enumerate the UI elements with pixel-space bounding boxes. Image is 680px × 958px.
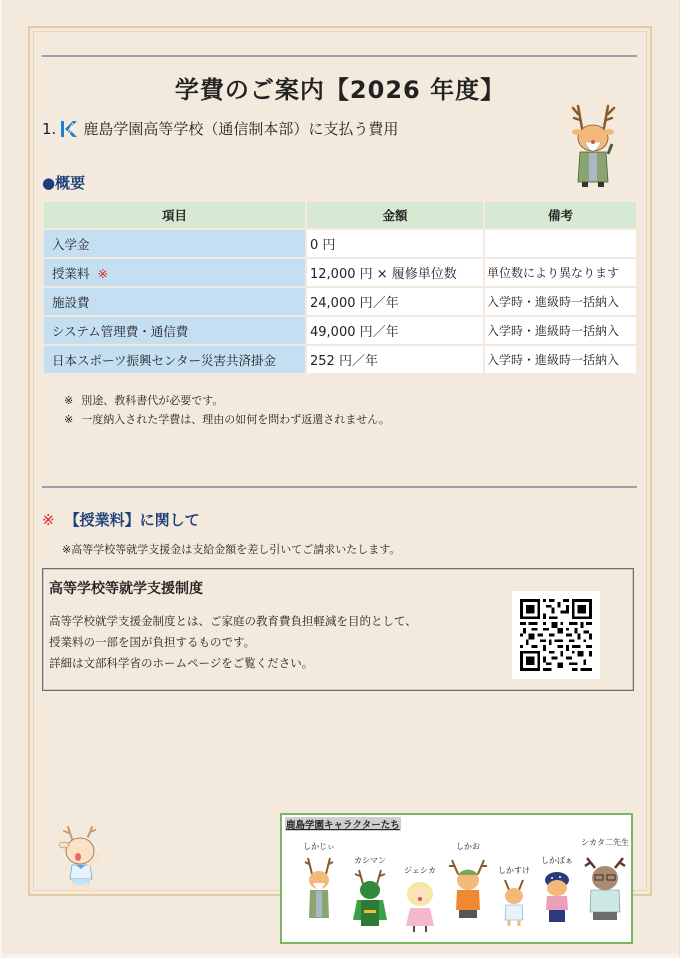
fee-table — [42, 200, 638, 375]
table-row — [44, 346, 636, 373]
character-shikasuke: しかすけ — [494, 865, 534, 930]
column-header-item: 項目 — [44, 202, 305, 228]
character-shikabaa: しかばぁ — [536, 855, 578, 928]
cell-note: 入学時・進級時一括納入 — [485, 346, 636, 373]
cell-item: 入学金 — [44, 230, 305, 257]
character-shikabaa-icon — [540, 868, 574, 928]
table-row — [44, 288, 636, 315]
character-jessica: ジェシカ — [398, 865, 442, 934]
character-kashiman-icon — [351, 868, 389, 930]
column-header-note: 備考 — [485, 202, 636, 228]
cell-item: 授業料 ※ — [44, 259, 305, 286]
cell-note: 入学時・進級時一括納入 — [485, 288, 636, 315]
character-shikajii-icon — [302, 854, 336, 926]
table-row — [44, 259, 636, 286]
character-kashiman: カシマン — [348, 855, 392, 930]
section-subtitle — [42, 118, 398, 139]
cell-item: システム管理費・通信費 — [44, 317, 305, 344]
character-shikao-icon — [448, 854, 488, 924]
table-header-row — [44, 202, 636, 228]
table-row — [44, 230, 636, 257]
support-system-box — [42, 568, 634, 691]
tuition-heading: ※ 【授業料】に関して — [42, 511, 200, 529]
character-shikatani-sensei-icon — [583, 850, 627, 926]
support-system-title: 高等学校等就学支援制度 — [49, 581, 203, 597]
subtitle-number: 1. — [42, 119, 57, 138]
deer-elder-mascot-icon — [568, 98, 620, 190]
tuition-note: ※高等学校等就学支援金は支給金額を差し引いてご請求いたします。 — [62, 543, 401, 556]
note-line: ※ 別途、教科書代が必要です。 — [64, 394, 224, 407]
top-divider — [42, 55, 637, 57]
middle-divider — [42, 486, 637, 488]
cell-note: 入学時・進級時一括納入 — [485, 317, 636, 344]
cell-amount: 0 円 — [307, 230, 483, 257]
school-logo-icon — [61, 121, 78, 137]
table-row — [44, 317, 636, 344]
page-title: 学費のご案内【2026 年度】 — [174, 76, 506, 104]
cell-amount: 12,000 円 × 履修単位数 — [307, 259, 483, 286]
character-shikasuke-icon — [499, 878, 529, 930]
character-shikajii: しかじぃ — [298, 841, 340, 926]
character-shikao: しかお — [446, 841, 490, 924]
overview-heading: ●概要 — [42, 174, 86, 192]
reference-mark: ※ — [42, 511, 55, 529]
support-system-description: 高等学校就学支援金制度とは、ご家庭の教育費負担軽減を目的として、 授業料の一部を国が負担するものです。 詳細は文部科学省のホームページをご覧ください。 — [49, 614, 417, 670]
character-shikatani-sensei: シカタ二先生 — [578, 837, 632, 926]
characters-title: 鹿島学園キャラクターたち — [285, 817, 401, 831]
cell-amount: 24,000 円／年 — [307, 288, 483, 315]
cell-note: 単位数により異なります — [485, 259, 636, 286]
fee-notes — [64, 391, 390, 429]
subtitle-text: 鹿島学園高等学校（通信制本部）に支払う費用 — [83, 120, 399, 138]
cell-amount: 49,000 円／年 — [307, 317, 483, 344]
reference-mark: ※ — [97, 265, 108, 281]
characters-panel — [280, 813, 633, 944]
note-line: ※ 一度納入された学費は、理由の如何を問わず返還されません。 — [64, 413, 390, 426]
cell-item: 日本スポーツ振興センター災害共済掛金 — [44, 346, 305, 373]
qr-code-icon[interactable] — [512, 591, 600, 679]
cell-note — [485, 230, 636, 257]
deer-child-mascot-icon — [58, 825, 110, 895]
column-header-amount: 金額 — [307, 202, 483, 228]
cell-item: 施設費 — [44, 288, 305, 315]
page-frame — [28, 26, 652, 896]
cell-amount: 252 円／年 — [307, 346, 483, 373]
character-jessica-icon — [402, 878, 438, 934]
